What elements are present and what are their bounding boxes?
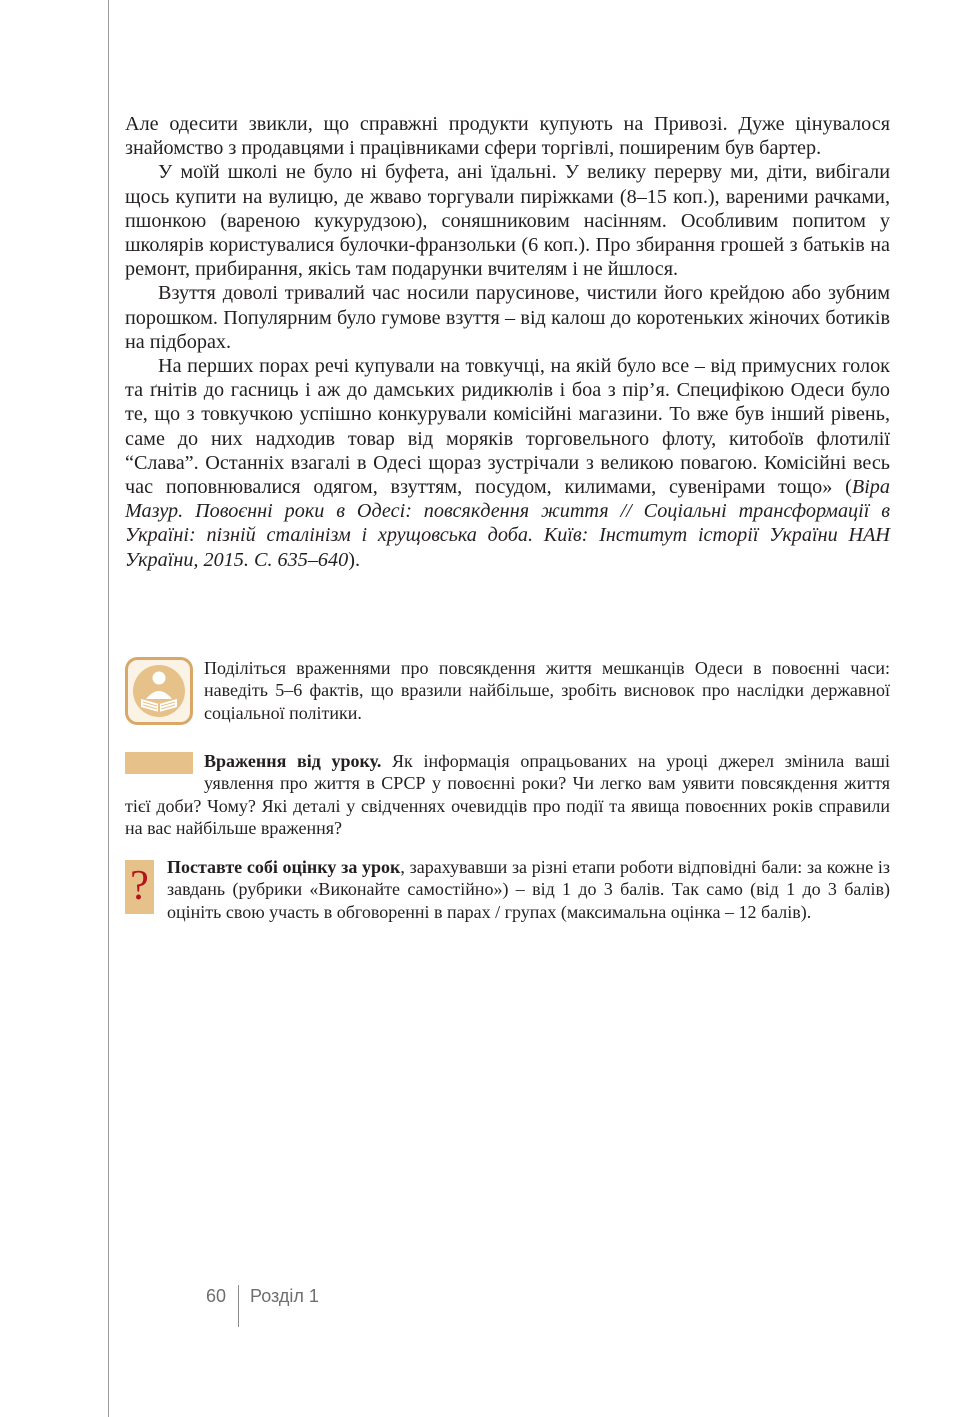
main-text (125, 112, 890, 572)
paragraph-4-text: На перших порах речі купували на товкучці, на якій було все – від примусних голок та ґнітів до гасниць і аж до дамських ридикюлів і боа з пір’я. Специфікою Одеси було те, що з товкучкою успішно конкурували комісійні магазини. То вже був інший рівень, саме до них надходив товар від моряків торговельного флоту, китобоїв флотилії “Слава”. Останніх взагалі в Одесі щораз зустрічали з великою повагою. Комісійні весь час поповнювалися одягом, взуттям, посудом, килимами, сувенірами тощо» ( (125, 355, 890, 499)
section-label: Розділ 1 (250, 1286, 319, 1306)
reading-person-icon (125, 657, 193, 725)
discussion-task (125, 657, 890, 727)
page-number: 60 (206, 1286, 227, 1306)
task-text: Поділіться враженнями про повсякдення життя мешканців Одеси в повоєнні часи: наведіть 5–6 фактів, що вразили найбільше, зробіть висновок про наслідки державної соціальної політики. (204, 658, 890, 723)
impression-text: Як інформація опрацьованих на уроці джерел змінила ваші уявлення про життя в СРСР у повоєнні роки? Чи легко вам уявити повсякдення життя тієї доби? Чому? Які деталі у свідченнях очевидців про події та явища повоєнних років справили на вас найбільше враження? (125, 751, 890, 839)
grade-body: , зарахувавши за різні етапи роботи відповідні бали: за кожне із завдань (рубрики «Виконайте самостійно») – від 1 до 3 балів. Так само (від 1 до 3 балів) оцініть свою участь в обговоренні в парах / групах (максимальна оцінка – 12 балів). (167, 857, 890, 922)
paragraph-1: Але одесити звикли, що справжні продукти купують на Привозі. Дуже цінувалося знайомство з продавцями і працівниками сфери торгівлі, поширеним був бартер. (125, 113, 890, 160)
question-icon (125, 860, 154, 914)
grade-title: Поставте собі оцінку за урок (167, 857, 401, 877)
impression-marker (125, 752, 193, 774)
margin-rule (108, 0, 109, 1417)
impression-section (125, 750, 890, 840)
paragraph-2: У моїй школі не було ні буфета, ані їдальні. У велику перерву ми, діти, вибігали щось купити на вулицю, де жваво торгували пиріжками (8–15 коп.), вареними рачками, пшонкою (вареною кукурудзою), соняшниковим насінням. Особливим попитом у школярів користувалися булочки-франзольки (6 коп.). Про збирання грошей з батьків на ремонт, прибирання, якісь там подарунки вчителям і не йшлося. (125, 161, 890, 281)
paragraph-4 (125, 354, 890, 572)
impression-title: Враження від уроку. (204, 751, 382, 771)
footer-divider (238, 1285, 239, 1327)
paragraph-3: Взуття доволі тривалий час носили парусинове, чистили його крейдою або зубним порошком. Популярним було гумове взуття – від калош до коротеньких жіночих ботиків на підборах. (125, 282, 890, 353)
self-grade-section (125, 856, 890, 956)
question-glyph: ? (130, 863, 149, 909)
paragraph-4-end: ). (348, 548, 360, 571)
grade-text (167, 856, 890, 923)
source-citation: Віра Мазур. Повоєнні роки в Одесі: повсякдення життя // Соціальні трансформації в Україні: пізній сталінізм і хрущовська доба. Київ: Інститут історії України НАН України, 2015. С. 635–640 (125, 476, 890, 571)
